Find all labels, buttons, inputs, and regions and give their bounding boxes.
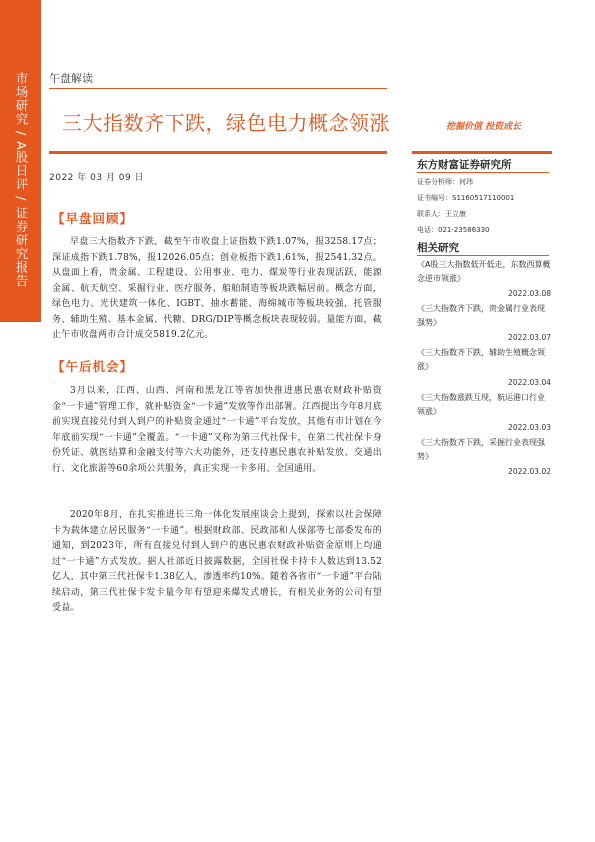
related-rule: [417, 255, 549, 256]
section-heading-morning: 【早盘回顾】: [52, 211, 134, 226]
related-report-date: 2022.03.07: [508, 333, 551, 342]
slogan: 挖掘价值 投资成长: [446, 122, 522, 132]
phone-number: 电话：021-23586330: [417, 226, 490, 234]
section-heading-afternoon: 【午后机会】: [52, 359, 134, 374]
sidebar: [0, 0, 41, 842]
related-report-date: 2022.03.02: [508, 467, 551, 476]
related-report-date: 2022.03.08: [508, 289, 551, 298]
header-rule: [49, 88, 387, 89]
certificate-number: 证书编号：S1160517110001: [417, 194, 515, 202]
sidebar-label: 市场研究 / A股日评 / 证券研究报告: [14, 72, 29, 288]
title-rule-left: [49, 151, 387, 154]
related-report-link[interactable]: 《三大指数齐下跌，采掘行业表现强势》: [417, 438, 545, 461]
related-report-link[interactable]: 《三大指数涨跌互现，航运港口行业领涨》: [417, 393, 545, 416]
section-paragraph: 早盘三大指数齐下跌，截至午市收盘上证指数下跌1.07%，报3258.17点；深证成指下跌1.78%，报12026.05点；创业板指下跌1.61%，报2541.32点。从盘面上看，贵金属、工程建设、公用事业、电力、煤炭等行业表现活跃，能源金属、航天航空、采掘行业、医疗服务、船舶制造等板块跌幅居前。概念方面，绿色电力、光伏建筑一体化、IGBT、抽水蓄能、海绵城市等板块较强，托管服务、辅助生殖、基本金属、代糖、DRG/DIP等概念板块表现较弱。量能方面，截止午市收盘两市合计成交5819.2亿元。: [52, 237, 382, 340]
title-rule-right: [412, 151, 552, 154]
section-paragraph: 3月以来，江西、山西、河南和黑龙江等省加快推进惠民惠农财政补贴资金“一卡通”管理工作，就补贴资金“一卡通”发放等作出部署。江西提出今年8月底前实现直接兑付到人到户的补贴资金通过“一卡通”平台发放，其他有市计划在今年底前实现“一卡通”全覆盖。“一卡通”又称为第三代社保卡，在第二代社保卡身份凭证、就医结算和金融支付等六大功能外，还支持惠民惠农补贴发放、交通出行、文化旅游等60余项公共服务，真正实现一卡多用、全国通用。: [52, 386, 382, 474]
related-report-link[interactable]: 《A股三大指数低开低走，东数西算概念逆市领涨》: [417, 260, 551, 283]
related-report-date: 2022.03.04: [508, 378, 551, 387]
org-rule: [417, 172, 549, 173]
related-report-date: 2022.03.03: [508, 423, 551, 432]
report-date: 2022 年 03 月 09 日: [49, 173, 145, 183]
related-title: 相关研究: [417, 242, 459, 254]
related-report-link[interactable]: 《三大指数齐下跌，贵金属行业表现强势》: [417, 304, 545, 327]
section-paragraph: 2020年8月，在扎实推进长三角一体化发展座谈会上提到，探索以社会保障卡为载体建立居民服务“一卡通”。根据财政部、民政部和人保部等七部委发布的通知，到2023年，所有直接兑付到人到户的惠民惠农财政补贴资金原则上均通过“一卡通”方式发放。据人社部近日披露数据，全国社保卡持卡人数达到13.52亿人，其中第三代社保卡1.38亿人，渗透率约10%。随着各省市“一卡通”平台陆续启动，第三代社保卡发卡量今年有望迎来爆发式增长，有相关业务的公司有望受益。: [52, 510, 382, 613]
contact-person: 联系人：王立康: [417, 210, 466, 218]
report-category: 午盘解读: [49, 72, 93, 85]
analyst-name: 证券分析师：何玮: [417, 178, 473, 186]
org-name: 东方财富证券研究所: [417, 159, 512, 171]
related-report-link[interactable]: 《三大指数齐下跌，辅助生殖概念领涨》: [417, 348, 545, 371]
page-title: 三大指数齐下跌，绿色电力概念领涨: [62, 111, 390, 135]
